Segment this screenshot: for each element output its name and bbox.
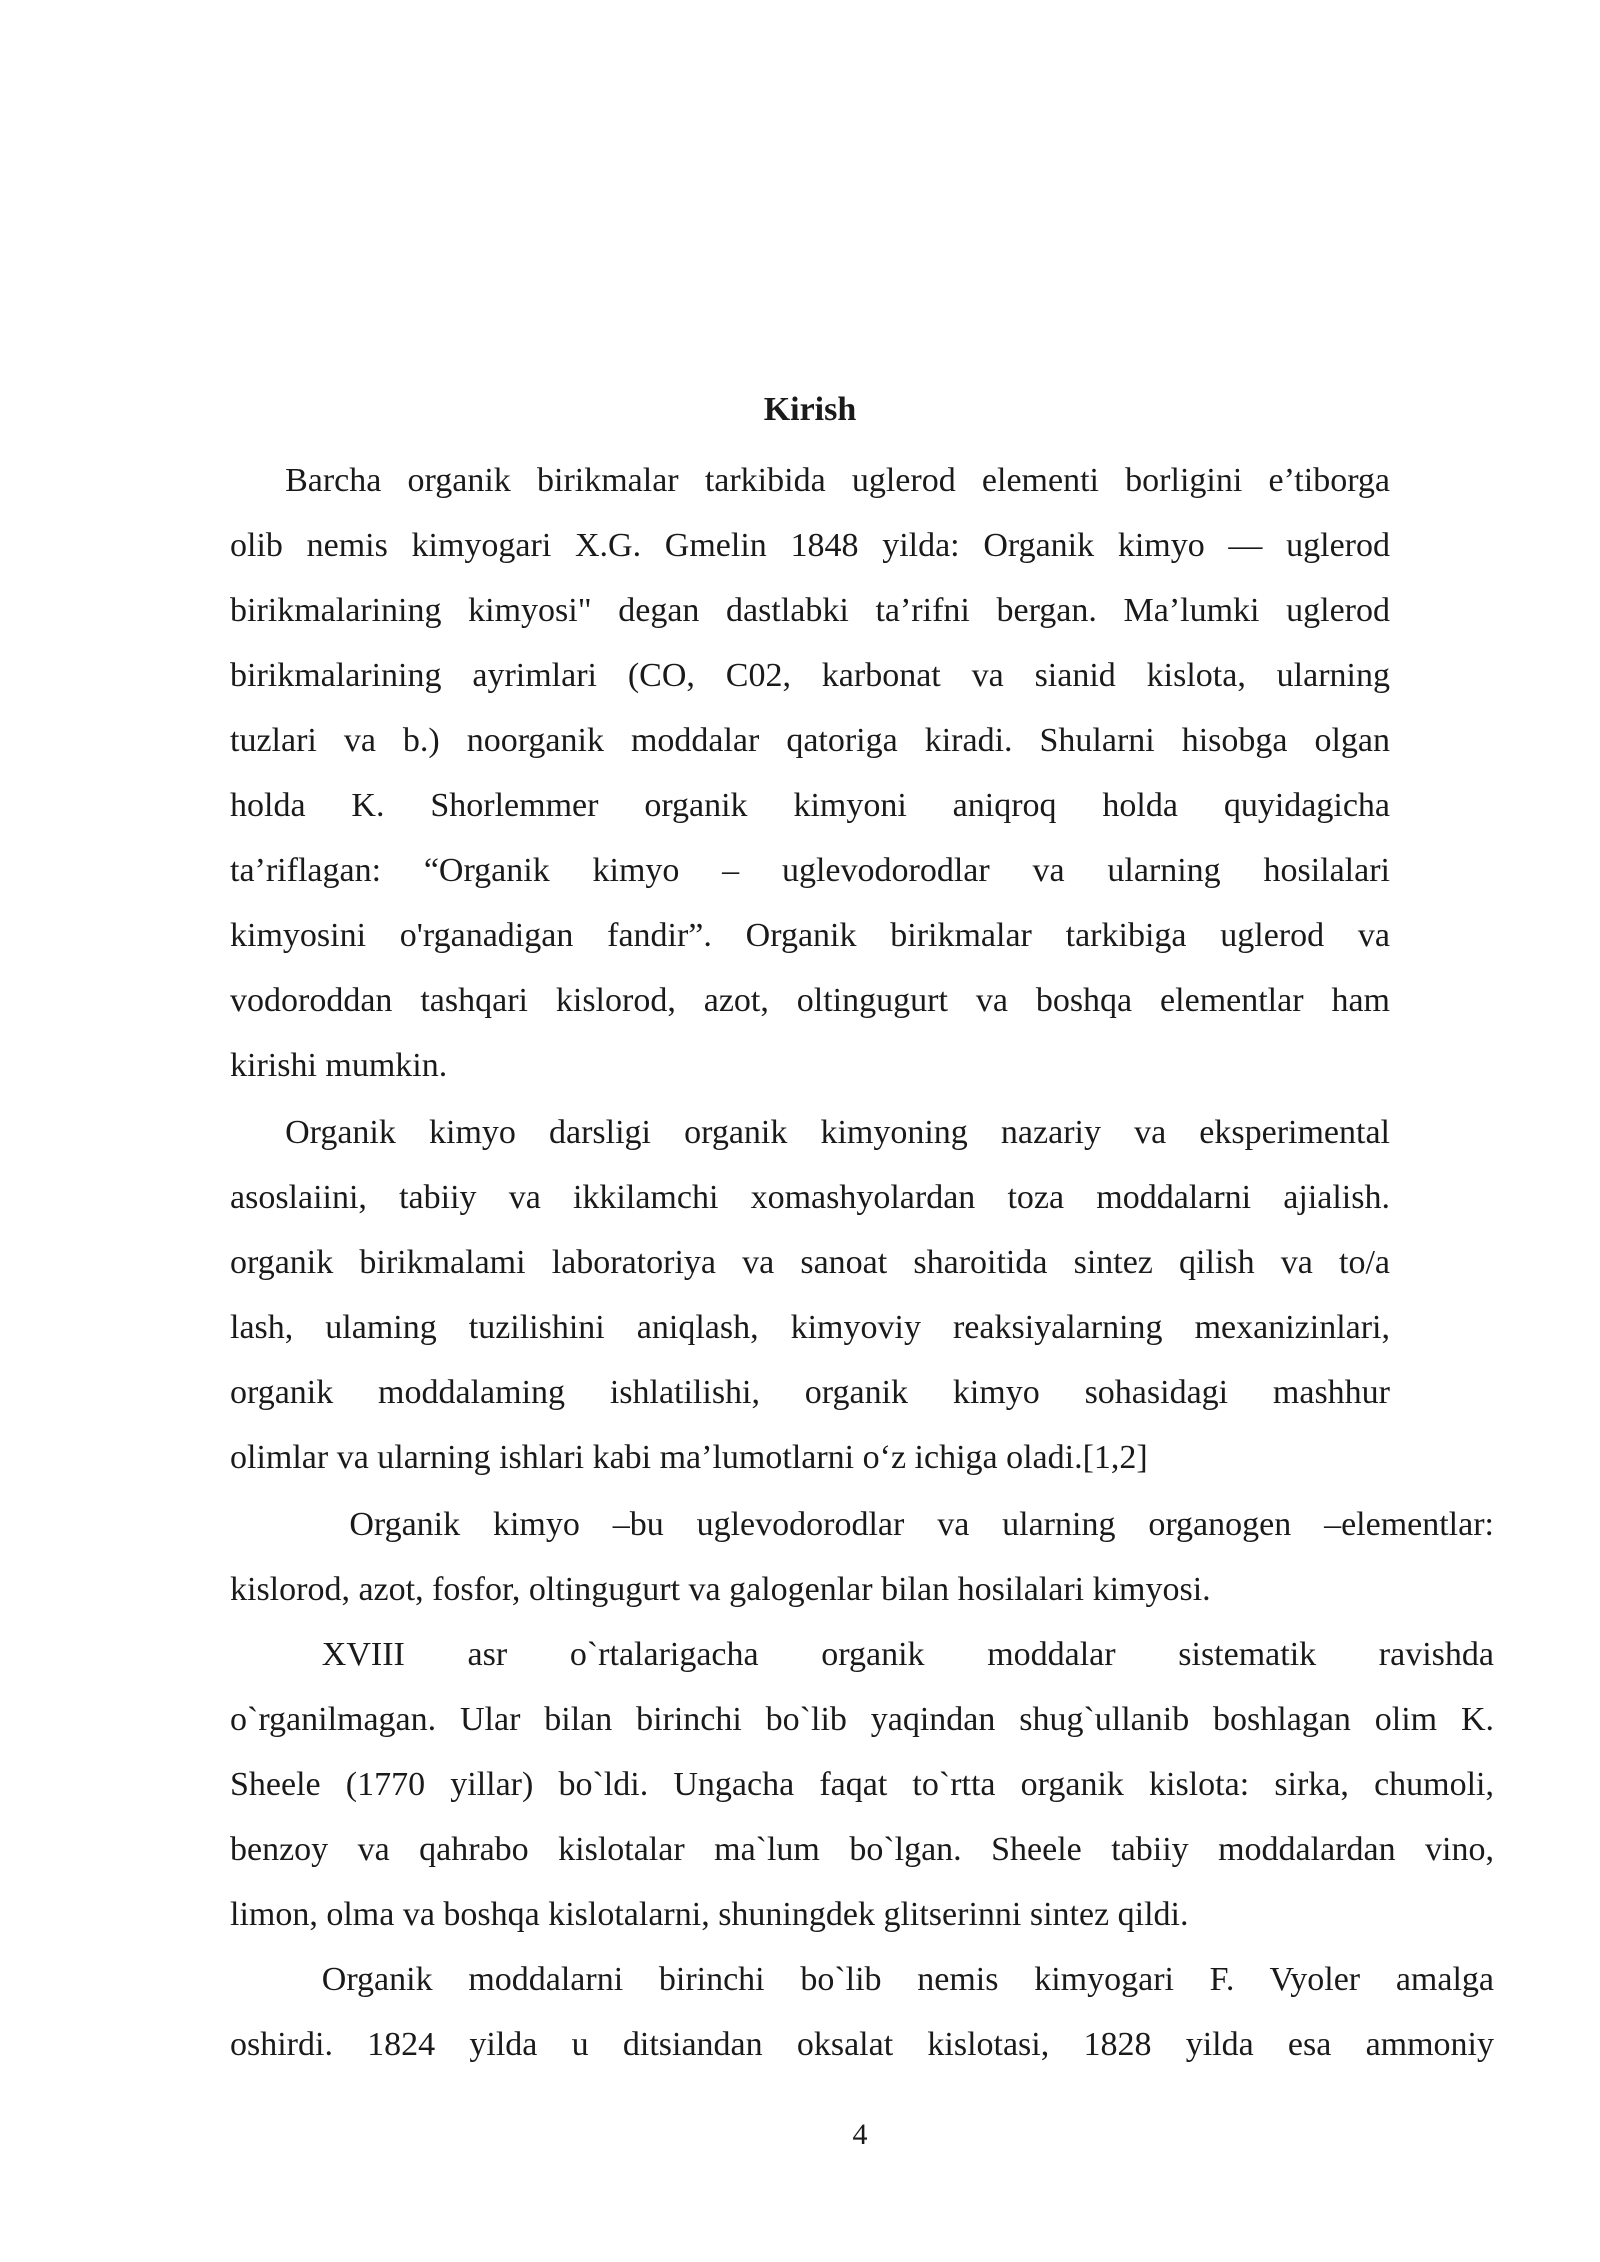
paragraph-4 [230,1622,1494,1947]
paragraph-5 [230,1947,1494,2077]
paragraph-line: kislorod, azot, fosfor, oltingugurt va galogenlar bilan hosilalari kimyosi. [230,1571,1211,1608]
paragraph-2 [230,1100,1390,1490]
paragraph-line: kimyosini o'rganadigan fandir”. Organik birikmalar tarkibiga uglerod va [230,917,1390,954]
page-number: 4 [852,2118,868,2151]
paragraph-line: Organik kimyo –bu uglevodorodlar va ularning organogen –elementlar: [349,1506,1494,1543]
paragraph-line: limon, olma va boshqa kislotalarni, shuningdek glitserinni sintez qildi. [230,1896,1189,1933]
paragraph-line: tuzlari va b.) noorganik moddalar qatoriga kiradi. Shularni hisobga olgan [230,722,1390,759]
paragraph-line: Organik kimyo darsligi organik kimyoning nazariy va eksperimental [285,1114,1390,1151]
paragraph-line: olib nemis kimyogari X.G. Gmelin 1848 yilda: Organik kimyo — uglerod [230,527,1390,564]
paragraph-line: olimlar va ularning ishlari kabi ma’lumotlarni o‘z ichiga oladi.[1,2] [230,1439,1148,1476]
paragraph-line: ta’riflagan: “Organik kimyo – uglevodorodlar va ularning hosilalari [230,852,1390,889]
paragraph-line: Barcha organik birikmalar tarkibida uglerod elementi borligini e’tiborga [285,462,1390,499]
paragraph-line: kirishi mumkin. [230,1047,448,1084]
paragraph-line: birikmalarining ayrimlari (CO, C02, karbonat va sianid kislota, ularning [230,657,1390,694]
paragraph-1 [230,448,1390,1098]
paragraph-line: o`rganilmagan. Ular bilan birinchi bo`lib yaqindan shug`ullanib boshlagan olim K. [230,1701,1494,1738]
paragraph-line: Organik moddalarni birinchi bo`lib nemis kimyogari F. Vyoler amalga [321,1961,1494,1998]
paragraph-line: organik moddalaming ishlatilishi, organik kimyo sohasidagi mashhur [230,1374,1390,1411]
paragraph-line: oshirdi. 1824 yilda u ditsiandan oksalat kislotasi, 1828 yilda esa ammoniy [230,2026,1494,2063]
paragraph-line: birikmalarining kimyosi" degan dastlabki ta’rifni bergan. Ma’lumki uglerod [230,592,1390,629]
paragraph-line: vodoroddan tashqari kislorod, azot, oltingugurt va boshqa elementlar ham [230,982,1390,1019]
paragraph-3 [230,1492,1494,1622]
paragraph-line: asoslaiini, tabiiy va ikkilamchi xomashyolardan toza moddalarni ajialish. [230,1179,1390,1216]
paragraph-line: Sheele (1770 yillar) bo`ldi. Ungacha faqat to`rtta organik kislota: sirka, chumoli, [230,1766,1494,1803]
section-title: Kirish [763,391,857,428]
paragraph-line: XVIII asr o`rtalarigacha organik moddalar sistematik ravishda [321,1636,1494,1673]
paragraph-line: benzoy va qahrabo kislotalar ma`lum bo`lgan. Sheele tabiiy moddalardan vino, [230,1831,1494,1868]
paragraph-line: holda K. Shorlemmer organik kimyoni aniqroq holda quyidagicha [230,787,1390,824]
paragraph-line: lash, ulaming tuzilishini aniqlash, kimyoviy reaksiyalarning mexanizinlari, [230,1309,1390,1346]
paragraph-line: organik birikmalami laboratoriya va sanoat sharoitida sintez qilish va to/a [230,1244,1390,1281]
